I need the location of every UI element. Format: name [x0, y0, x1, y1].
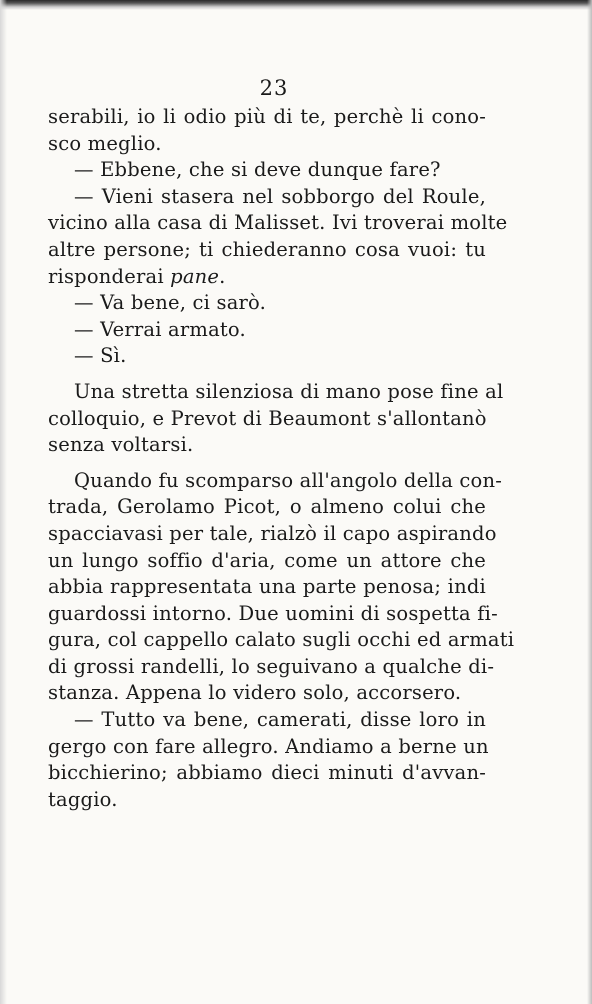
text-line: di grossi randelli, lo seguivano a qualche di- — [48, 654, 495, 678]
text-line: un lungo soffio d'aria, come un attore che — [48, 548, 486, 572]
text-line: abbia rappresentata una parte penosa; indi — [48, 575, 486, 599]
text-line: altre persone; ti chiederanno cosa vuoi: tu — [48, 237, 486, 261]
text-line: — Sì. — [74, 344, 127, 368]
text-line: Quando fu scomparso all'angolo della con- — [74, 468, 503, 492]
text-line: — Ebbene, che si deve dunque fare? — [74, 158, 441, 182]
text-line: taggio. — [48, 787, 118, 811]
text-line: vicino alla casa di Malisset. Ivi troverai molte — [48, 211, 508, 235]
page-left-edge — [0, 0, 7, 1004]
text-line: sco meglio. — [48, 131, 162, 155]
text-segment: risponderai — [48, 264, 171, 288]
text-line: gura, col cappello calato sugli occhi ed armati — [48, 628, 515, 652]
text-line: guardossi intorno. Due uomini di sospetta fi- — [48, 601, 498, 625]
text-line: colloquio, e Prevot di Beaumont s'allontanò — [48, 406, 487, 430]
page-top-edge — [0, 0, 592, 10]
text-line: — Va bene, ci sarò. — [74, 291, 267, 315]
text-line: — Vieni stasera nel sobborgo del Roule, — [74, 184, 486, 208]
body-text — [48, 104, 515, 813]
text-line: gergo con fare allegro. Andiamo a berne un — [48, 734, 489, 758]
text-line: senza voltarsi. — [48, 433, 194, 457]
text-line: — Tutto va bene, camerati, disse loro in — [74, 708, 486, 732]
text-line: spacciavasi per tale, rialzò il capo aspirando — [48, 521, 497, 545]
text-line — [48, 264, 486, 291]
text-line: stanza. Appena lo videro solo, accorsero. — [48, 681, 462, 705]
page-right-edge — [587, 0, 592, 1004]
text-line: trada, Gerolamo Picot, o almeno colui che — [48, 495, 486, 519]
text-line: Una stretta silenziosa di mano pose fine al — [74, 379, 504, 403]
page-number: 23 — [259, 76, 289, 100]
text-segment: . — [219, 264, 226, 288]
text-line: — Verrai armato. — [74, 317, 246, 341]
italic-word: pane — [170, 264, 220, 288]
text-line: serabili, io li odio più di te, perchè li cono- — [48, 105, 486, 128]
text-line: bicchierino; abbiamo dieci minuti d'avvan- — [48, 761, 486, 785]
